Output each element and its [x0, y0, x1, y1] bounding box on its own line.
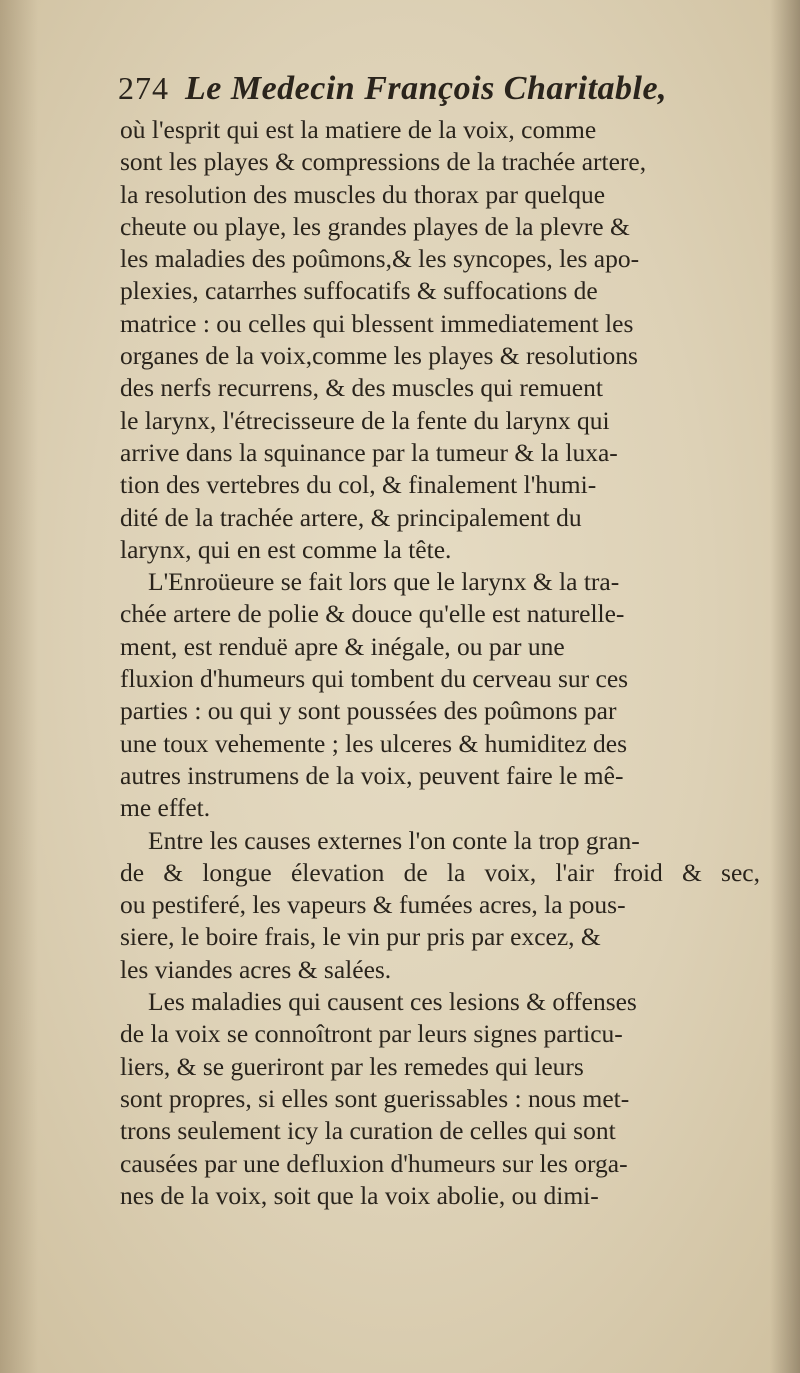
- page-number: 274: [118, 70, 169, 106]
- text-line: nes de la voix, soit que la voix abolie, ou dimi-: [120, 1180, 599, 1210]
- text-line: les maladies des poûmons,& les syncopes, les apo-: [120, 244, 640, 274]
- text-line: le larynx, l'étrecisseure de la fente du larynx qui: [120, 405, 610, 435]
- text-line: ou pestiferé, les vapeurs & fumées acres, la pous-: [120, 890, 626, 920]
- text-line: organes de la voix,comme les playes & resolutions: [120, 341, 638, 371]
- text-line: les viandes acres & salées.: [120, 954, 392, 984]
- text-line: dité de la trachée artere, & principalement du: [120, 502, 582, 532]
- text-line: causées par une defluxion d'humeurs sur les orga-: [120, 1148, 628, 1178]
- text-line: sont propres, si elles sont guerissables : nous met-: [120, 1083, 630, 1113]
- text-line: des nerfs recurrens, & des muscles qui remuent: [120, 373, 603, 403]
- text-line: chée artere de polie & douce qu'elle est naturelle-: [120, 599, 625, 629]
- page-header: [118, 70, 758, 114]
- running-title: Le Medecin François Charitable,: [185, 70, 668, 107]
- text-line: Les maladies qui causent ces lesions & offenses: [148, 987, 637, 1017]
- text-line: fluxion d'humeurs qui tombent du cerveau sur ces: [120, 664, 629, 694]
- body-text: [120, 114, 760, 1212]
- text-line: me effet.: [120, 793, 211, 823]
- text-line: sont les playes & compressions de la trachée artere,: [120, 147, 647, 177]
- text-line: liers, & se gueriront par les remedes qui leurs: [120, 1051, 584, 1081]
- text-line: L'Enroüeure se fait lors que le larynx & la tra-: [148, 567, 620, 597]
- text-line: matrice : ou celles qui blessent immediatement les: [120, 308, 634, 338]
- text-line: une toux vehemente ; les ulceres & humiditez des: [120, 728, 628, 758]
- text-line: tion des vertebres du col, & finalement l'humi-: [120, 470, 597, 500]
- text-line: arrive dans la squinance par la tumeur & la luxa-: [120, 437, 618, 467]
- text-line: cheute ou playe, les grandes playes de la plevre &: [120, 211, 630, 241]
- text-line: de & longue élevation de la voix, l'air froid & sec,: [120, 857, 760, 887]
- text-line: parties : ou qui y sont poussées des poûmons par: [120, 696, 617, 726]
- text-line: de la voix se connoîtront par leurs signes particu-: [120, 1019, 623, 1049]
- text-line: où l'esprit qui est la matiere de la voix, comme: [120, 115, 597, 144]
- text-line: larynx, qui en est comme la tête.: [120, 534, 452, 564]
- text-line: ment, est renduë apre & inégale, ou par une: [120, 631, 565, 661]
- text-line: Entre les causes externes l'on conte la trop gran-: [148, 825, 640, 855]
- text-line: autres instrumens de la voix, peuvent faire le mê-: [120, 760, 624, 790]
- text-line: trons seulement icy la curation de celles qui sont: [120, 1116, 616, 1146]
- text-line: siere, le boire frais, le vin pur pris par excez, &: [120, 922, 601, 952]
- text-line: plexies, catarrhes suffocatifs & suffocations de: [120, 276, 598, 306]
- text-line: la resolution des muscles du thorax par quelque: [120, 179, 606, 209]
